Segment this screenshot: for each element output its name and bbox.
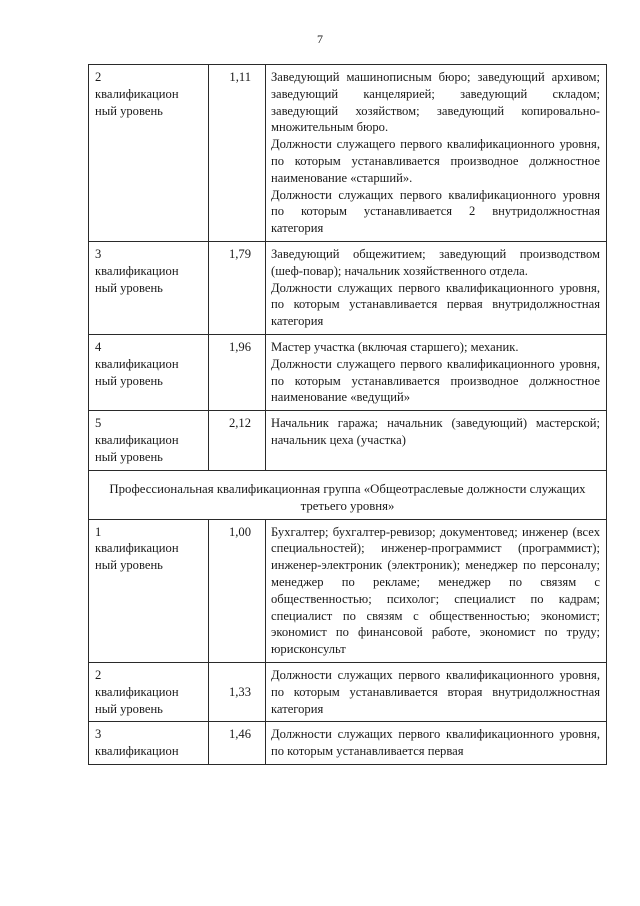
position-paragraph: Должности служащих первого квалификационного уровня, по которым устанавливается первая (271, 727, 600, 759)
position-paragraph: Начальник гаража; начальник (заведующий) мастерской; начальник цеха (участка) (271, 416, 600, 447)
position-paragraph: Должности служащего первого квалификационного уровня, по которым устанавливается производное должностное наименование «старший». (271, 137, 600, 185)
positions (266, 241, 607, 334)
qualification-level (89, 662, 209, 721)
table-row (89, 65, 607, 242)
level-line: 2 (95, 667, 102, 682)
level-line: ный уровень (95, 449, 163, 464)
level-line: 3 (95, 727, 102, 742)
qualification-table (88, 64, 607, 765)
level-line: 5 (95, 416, 102, 431)
coefficient: 2,12 (209, 411, 266, 470)
coefficient: 1,79 (209, 241, 266, 334)
level-line: ный уровень (95, 701, 163, 716)
positions (266, 519, 607, 662)
qualification-level (89, 334, 209, 410)
position-paragraph: Бухгалтер; бухгалтер-ревизор; документовед; инженер (всех специальностей); инженер-программист (программист); инженер-электроник (электроник); менеджер по персоналу; менеджер по рекламе; менеджер по связям с общественностью; психолог; специалист по кадрам; специалист по связям с общественностью; экономист; экономист по финансовой работе, экономист по труду; юрисконсульт (271, 524, 600, 657)
table-row (89, 241, 607, 334)
position-paragraph: Должности служащих первого квалификационного уровня по которым устанавливается 2 внутридолжностная категория (271, 187, 600, 236)
level-line: квалификацион (95, 356, 179, 371)
table-row (89, 722, 607, 765)
level-line: 4 (95, 339, 102, 354)
table-row (89, 662, 607, 721)
qualification-level (89, 722, 209, 765)
level-line: квалификацион (95, 432, 179, 447)
position-paragraph: Должности служащего первого квалификационного уровня, по которым устанавливается производное должностное наименование «ведущий» (271, 356, 600, 405)
group-title: Профессиональная квалификационная группа «Общеотраслевые должности служащих третьего уровня» (89, 470, 607, 519)
position-paragraph: Заведующий общежитием; заведующий производством (шеф-повар); начальник хозяйственного отдела. (271, 246, 600, 278)
coefficient: 1,00 (209, 519, 266, 662)
qualification-level (89, 519, 209, 662)
level-line: квалификацион (95, 744, 179, 759)
coefficient: 1,33 (209, 662, 266, 721)
qualification-level (89, 411, 209, 470)
table-body (89, 65, 607, 765)
level-line: 3 (95, 246, 102, 261)
level-line: ный уровень (95, 280, 163, 295)
table-row (89, 519, 607, 662)
level-line: ный уровень (95, 103, 163, 118)
level-line: квалификацион (95, 684, 179, 699)
coefficient: 1,46 (209, 722, 266, 765)
group-header-row (89, 470, 607, 519)
position-paragraph: Заведующий машинописным бюро; заведующий архивом; заведующий канцелярией; заведующий складом; заведующий хозяйством; заведующий копировально-множительным бюро. (271, 70, 600, 135)
positions (266, 334, 607, 410)
positions (266, 411, 607, 470)
positions (266, 65, 607, 242)
position-paragraph: Должности служащих первого квалификационного уровня, по которым устанавливается первая внутридолжностная категория (271, 280, 600, 329)
coefficient: 1,11 (209, 65, 266, 242)
qualification-level (89, 65, 209, 242)
level-line: 2 (95, 70, 102, 84)
positions (266, 722, 607, 765)
level-line: квалификацион (95, 86, 179, 101)
level-line: квалификацион (95, 541, 179, 556)
level-line: ный уровень (95, 558, 163, 573)
level-line: квалификацион (95, 263, 179, 278)
level-line: 1 (95, 524, 102, 539)
position-paragraph: Мастер участка (включая старшего); механик. (271, 339, 519, 354)
position-paragraph: Должности служащих первого квалификационного уровня, по которым устанавливается вторая внутридолжностная категория (271, 667, 600, 716)
positions (266, 662, 607, 721)
table-row (89, 334, 607, 410)
page-number: 7 (317, 32, 323, 46)
qualification-level (89, 241, 209, 334)
level-line: ный уровень (95, 373, 163, 388)
table-row (89, 411, 607, 470)
coefficient: 1,96 (209, 334, 266, 410)
